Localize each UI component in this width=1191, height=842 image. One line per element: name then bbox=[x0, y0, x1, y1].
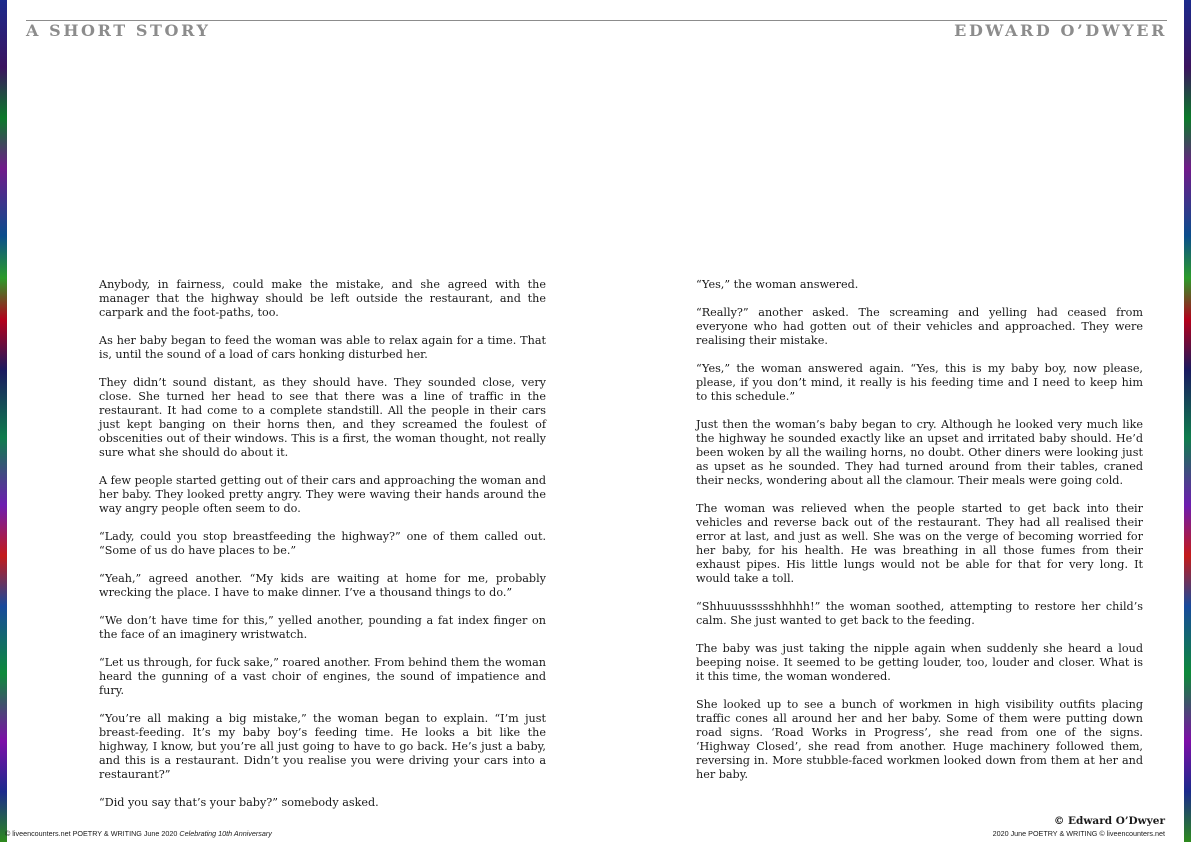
story-paragraph: She looked up to see a bunch of workmen in high visibility outfits placing traffic cones all around her and her baby. Some of them were putting down road signs. ‘Road Works in Progress’, she read from one of the signs. ‘Highway Closed’, she read from another. Huge machinery followed them, reversing in. More stubble-faced workmen looked down from them at her and her baby. bbox=[696, 698, 1143, 781]
story-paragraph: As her baby began to feed the woman was able to relax again for a time. That is, until the sound of a load of cars honking disturbed her. bbox=[99, 334, 546, 361]
story-paragraph: “Really?” another asked. The screaming and yelling had ceased from everyone who had gotten out of their vehicles and approached. They were realising their mistake. bbox=[696, 306, 1143, 347]
story-paragraph: The baby was just taking the nipple again when suddenly she heard a loud beeping noise. It seemed to be getting louder, too, louder and closer. What is it this time, the woman wondered. bbox=[696, 642, 1143, 683]
story-paragraph: “Yeah,” agreed another. “My kids are waiting at home for me, probably wrecking the place. I have to make dinner. I’ve a thousand things to do.” bbox=[99, 572, 546, 599]
story-paragraph: They didn’t sound distant, as they should have. They sounded close, very close. She turned her head to see that there was a line of traffic in the restaurant. It had come to a complete standstill. All the people in their cars just kept banging on their horns then, and they screamed the foulest of obscenities out of their windows. This is a first, the woman thought, not really sure what she should do about it. bbox=[99, 376, 546, 459]
story-paragraph: “Yes,” the woman answered again. “Yes, this is my baby boy, now please, please, if you don’t mind, it really is his feeding time and I need to keep him to this schedule.” bbox=[696, 362, 1143, 403]
footer-publication-left bbox=[5, 829, 272, 838]
decorative-edge-left bbox=[0, 0, 7, 842]
story-paragraph: “Let us through, for fuck sake,” roared another. From behind them the woman heard the gunning of a vast choir of engines, the sound of impatience and fury. bbox=[99, 656, 546, 697]
footer-left-text: © liveencounters.net POETRY & WRITING June 2020 bbox=[5, 829, 180, 838]
story-paragraph: “Shhuuussssshhhhh!” the woman soothed, attempting to restore her child’s calm. She just wanted to get back to the feeding. bbox=[696, 600, 1143, 627]
story-paragraph: Anybody, in fairness, could make the mistake, and she agreed with the manager that the highway should be left outside the restaurant, and the carpark and the foot-paths, too. bbox=[99, 278, 546, 319]
story-paragraph: “Did you say that’s your baby?” somebody asked. bbox=[99, 796, 379, 809]
footer-publication-right: 2020 June POETRY & WRITING © liveencounters.net bbox=[992, 829, 1165, 838]
story-column-right bbox=[696, 278, 1143, 796]
decorative-edge-right bbox=[1184, 0, 1191, 842]
story-column-left bbox=[99, 278, 546, 824]
story-paragraph: A few people started getting out of their cars and approaching the woman and her baby. They looked pretty angry. They were waving their hands around the way angry people often seem to do. bbox=[99, 474, 546, 515]
story-paragraph: “We don’t have time for this,” yelled another, pounding a fat index finger on the face of an imaginery wristwatch. bbox=[99, 614, 546, 641]
story-paragraph: “Lady, could you stop breastfeeding the highway?” one of them called out. “Some of us do have places to be.” bbox=[99, 530, 546, 557]
story-paragraph: “Yes,” the woman answered. bbox=[696, 278, 859, 291]
section-title: A SHORT STORY bbox=[26, 21, 211, 40]
footer-anniversary-text: Celebrating 10th Anniversary bbox=[179, 829, 272, 838]
story-paragraph: The woman was relieved when the people started to get back into their vehicles and reverse back out of the restaurant. They had all realised their error at last, and just as well. She was on the verge of becoming worried for her baby, for his health. He was breathing in all those fumes from their exhaust pipes. His little lungs would not be able for that for very long. It would take a toll. bbox=[696, 502, 1143, 585]
author-credit: © Edward O’Dwyer bbox=[1053, 815, 1165, 827]
story-paragraph: Just then the woman’s baby began to cry. Although he looked very much like the highway he sounded exactly like an upset and irritated baby should. He’d been woken by all the wailing horns, no doubt. Other diners were looking just as upset as he sounded. They had turned around from their tables, craned their necks, wondering about all the clamour. Their meals were going cold. bbox=[696, 418, 1143, 487]
story-paragraph: “You’re all making a big mistake,” the woman began to explain. “I’m just breast-feeding. It’s my baby boy’s feeding time. He looks a bit like the highway, I know, but you’re all just going to have to go back. He’s just a baby, and this is a restaurant. Didn’t you realise you were driving your cars into a restaurant?” bbox=[99, 712, 546, 781]
author-heading: EDWARD O’DWYER bbox=[954, 21, 1167, 40]
